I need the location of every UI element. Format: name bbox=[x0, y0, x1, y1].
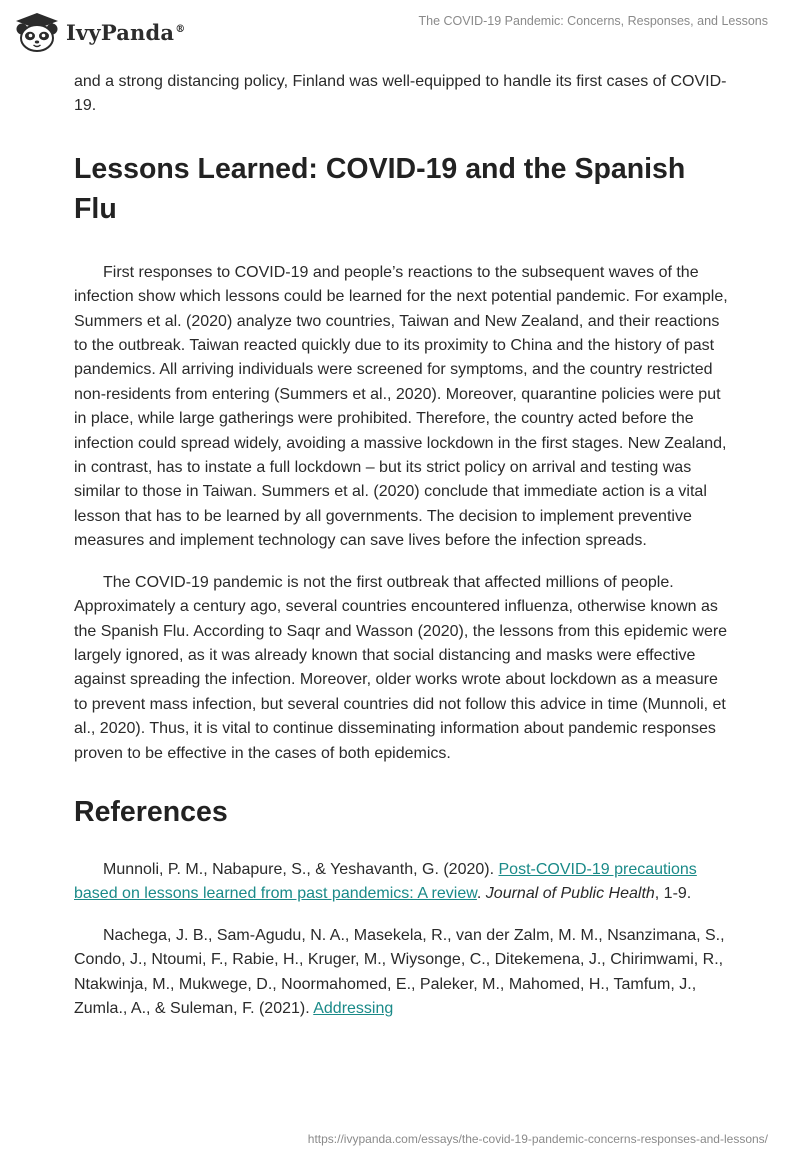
panda-logo-icon bbox=[14, 12, 60, 52]
reference-authors: Munnoli, P. M., Nabapure, S., & Yeshavanth, G. (2020). bbox=[103, 860, 499, 878]
reference-punct: . bbox=[476, 885, 486, 903]
reference-link[interactable]: Addressing bbox=[313, 999, 394, 1017]
essay-content bbox=[74, 70, 728, 1021]
page-header bbox=[0, 0, 800, 60]
body-paragraph: The COVID-19 pandemic is not the first outbreak that affected millions of people. Approximately a century ago, several countries encountered influenza, otherwise known as the Spanish Flu. According to Saqr and Wasson (2020), the lessons from this epidemic were largely ignored, as it was already known that social distancing and masks were effective against spreading the infection. Moreover, older works wrote about lockdown as a measure to prevent mass infection, but several countries did not follow this advice in time (Munnoli, et al., 2020). Thus, it is vital to continue disseminating information about pandemic responses proven to be effective in the cases of both epidemics. bbox=[74, 573, 728, 762]
brand-name: IvyPanda® bbox=[66, 19, 186, 45]
reference-authors: Nachega, J. B., Sam-Agudu, N. A., Masekela, R., van der Zalm, M. M., Nsanzimana, S., Condo, J., Ntoumi, F., Rabie, H., Kruger, M., Wiysonge, C., Ditekemena, J., Chirimwami, R., Ntakwinja, M., Mukwege, D., Noormahomed, E., Paleker, M., Mahomed, H., Tamfum, J., Zumla., A., & Suleman, F. (2021). bbox=[74, 926, 725, 1017]
reference-tail: , 1-9. bbox=[654, 885, 692, 903]
intro-paragraph: and a strong distancing policy, Finland was well-equipped to handle its first cases of COVID-19. bbox=[74, 73, 727, 115]
reference-entry bbox=[74, 924, 728, 1022]
section-heading-lessons: Lessons Learned: COVID-19 and the Spanish Flu bbox=[74, 152, 686, 225]
reference-entry bbox=[74, 858, 728, 907]
reference-link[interactable]: Post-COVID-19 precautions based on lessons learned from past pandemics: A review bbox=[74, 860, 697, 903]
section-heading-references: References bbox=[74, 795, 228, 828]
brand-logo[interactable] bbox=[14, 9, 185, 55]
reference-journal: Journal of Public Health bbox=[485, 885, 655, 903]
registered-mark: ® bbox=[175, 23, 186, 35]
document-title: The COVID-19 Pandemic: Concerns, Responses, and Lessons bbox=[418, 14, 768, 28]
source-url[interactable]: https://ivypanda.com/essays/the-covid-19-pandemic-concerns-responses-and-lessons/ bbox=[307, 1132, 768, 1146]
body-paragraph: First responses to COVID-19 and people’s reactions to the subsequent waves of the infection show which lessons could be learned for the next potential pandemic. For example, Summers et al. (2020) analyze two countries, Taiwan and New Zealand, and their reactions to the outbreak. Taiwan reacted quickly due to its proximity to China and the history of past pandemics. All arriving individuals were screened for symptoms, and the country restricted non-residents from entering (Summers et al., 2020). Moreover, quarantine policies were put in place, while large gatherings were prohibited. Therefore, the country acted before the infection could spread widely, avoiding a massive lockdown in the first stages. New Zealand, in contrast, has to instate a full lockdown – but its strict policy on arrival and testing was similar to those in Taiwan. Summers et al. (2020) conclude that immediate action is a vital lesson that has to be learned by all governments. The decision to implement preventive measures and implement technology can save lives before the infection spreads. bbox=[74, 263, 728, 550]
